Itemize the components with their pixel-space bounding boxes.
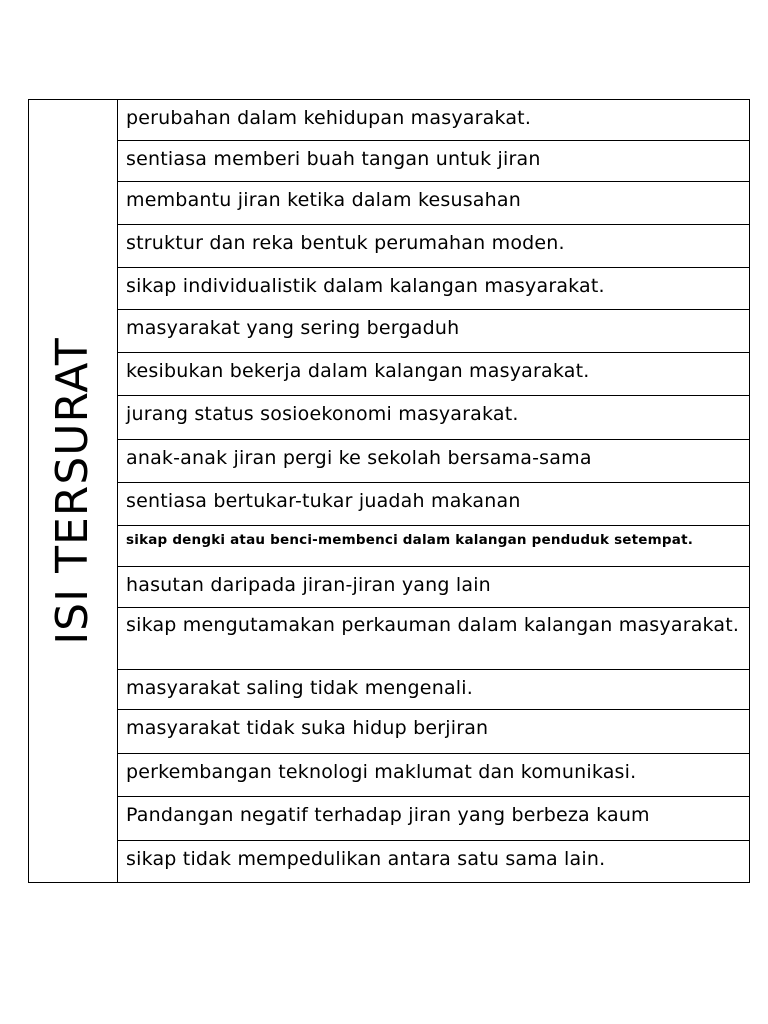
table-rows [118, 100, 749, 882]
table-row: Pandangan negatif terhadap jiran yang berbeza kaum [118, 797, 749, 841]
table-row: perkembangan teknologi maklumat dan komunikasi. [118, 754, 749, 797]
table-row: jurang status sosioekonomi masyarakat. [118, 396, 749, 440]
table-row: sikap tidak mempedulikan antara satu sama lain. [126, 848, 606, 871]
content-table [28, 99, 750, 883]
table-row: masyarakat tidak suka hidup berjiran [118, 710, 749, 754]
table-row: sikap dengki atau benci-membenci dalam kalangan penduduk setempat. [118, 526, 749, 567]
side-label: ISI TERSURAT [47, 337, 98, 645]
table-row: perubahan dalam kehidupan masyarakat. [118, 100, 749, 141]
table-row: membantu jiran ketika dalam kesusahan [118, 182, 749, 225]
side-label-cell [29, 100, 118, 882]
table-row: sikap mengutamakan perkauman dalam kalangan masyarakat. [118, 608, 749, 670]
table-row: hasutan daripada jiran-jiran yang lain [118, 567, 749, 608]
table-row: sikap individualistik dalam kalangan masyarakat. [118, 268, 749, 311]
table-row: kesibukan bekerja dalam kalangan masyarakat. [118, 353, 749, 396]
table-row: anak-anak jiran pergi ke sekolah bersama-sama [118, 440, 749, 483]
table-row: sentiasa memberi buah tangan untuk jiran [118, 141, 749, 182]
table-row: sentiasa bertukar-tukar juadah makanan [118, 483, 749, 526]
table-row: masyarakat saling tidak mengenali. [118, 670, 749, 711]
table-row: struktur dan reka bentuk perumahan moden. [118, 225, 749, 268]
table-row: masyarakat yang sering bergaduh [118, 310, 749, 353]
